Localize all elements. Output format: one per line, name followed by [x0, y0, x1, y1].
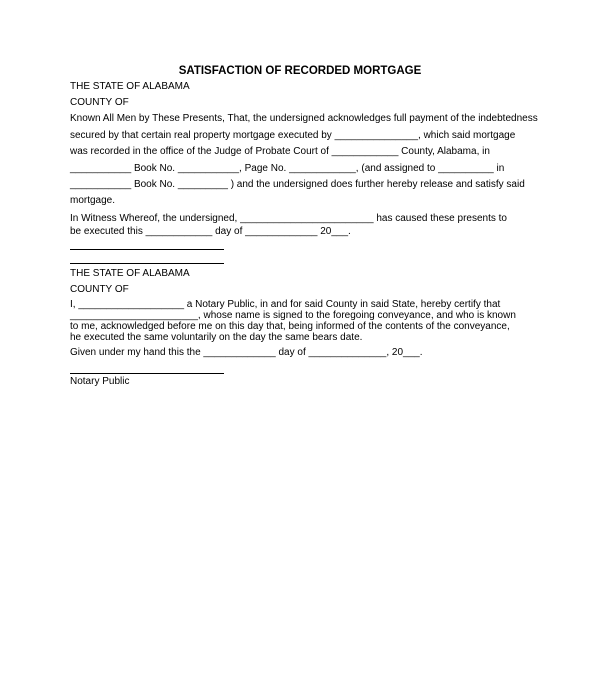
paragraph-line: ___________ Book No. _________ ) and the undersigned does further hereby release and satisfy said	[70, 179, 525, 190]
paragraph-line: was recorded in the office of the Judge of Probate Court of ____________ County, Alabama, in	[70, 146, 490, 157]
paragraph-line: secured by that certain real property mortgage executed by _______________, which said mortgage	[70, 130, 516, 141]
notary-paragraph-line: to me, acknowledged before me on this day that, being informed of the contents of the conveyance,	[70, 321, 510, 332]
signature-line	[70, 249, 224, 250]
notary-signature-line	[70, 373, 224, 374]
signature-line	[70, 263, 224, 264]
county-heading: COUNTY OF	[70, 97, 129, 108]
state-heading: THE STATE OF ALABAMA	[70, 81, 190, 92]
document-title: SATISFACTION OF RECORDED MORTGAGE	[178, 65, 422, 77]
paragraph-line: Known All Men by These Presents, That, the undersigned acknowledges full payment of the indebtedness	[70, 113, 538, 124]
notary-paragraph-line: he executed the same voluntarily on the day the same bears date.	[70, 332, 363, 343]
notary-paragraph-line: _______________________, whose name is signed to the foregoing conveyance, and who is known	[70, 310, 516, 321]
county-heading: COUNTY OF	[70, 284, 129, 295]
given-under-hand-line: Given under my hand this the _____________ day of ______________, 20___.	[70, 347, 423, 358]
state-heading: THE STATE OF ALABAMA	[70, 268, 190, 279]
witness-line: In Witness Whereof, the undersigned, ________________________ has caused these presents to	[70, 213, 507, 224]
paragraph-line: ___________ Book No. ___________, Page No. ____________, (and assigned to __________ in	[70, 163, 505, 174]
witness-line: be executed this ____________ day of _____________ 20___.	[70, 226, 351, 237]
paragraph-line: mortgage.	[70, 195, 116, 206]
notary-public-label: Notary Public	[70, 376, 130, 387]
notary-paragraph-line: I, ___________________ a Notary Public, in and for said County in said State, hereby certify that	[70, 299, 501, 310]
